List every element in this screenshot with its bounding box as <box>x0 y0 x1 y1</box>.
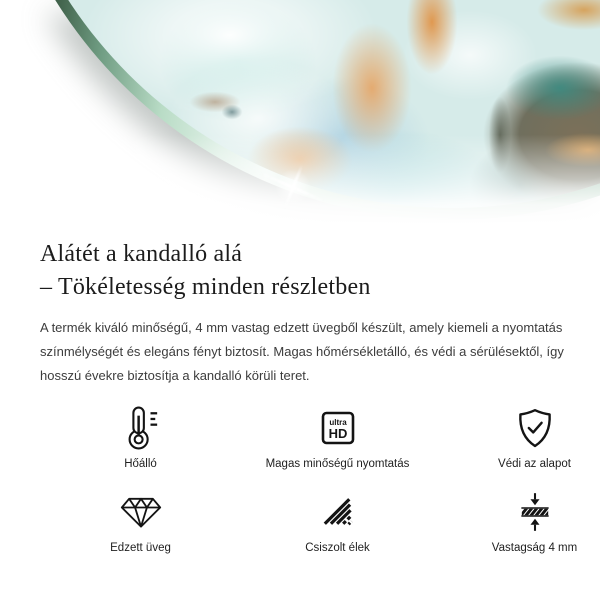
description-line: A termék kiváló minőségű, 4 mm vastag edzett üvegből készült, amely kiemeli a nyomtatás <box>40 320 563 335</box>
ultra-hd-badge-bottom: HD <box>328 426 347 441</box>
feature-label: Csiszolt élek <box>305 542 370 554</box>
feature-label: Magas minőségű nyomtatás <box>265 458 410 470</box>
feature-thickness <box>436 488 600 555</box>
ultra-hd-badge-top: ultra <box>328 417 347 427</box>
feature-label: Edzett üveg <box>110 542 171 554</box>
thermometer-icon <box>122 404 160 452</box>
feature-print-quality <box>239 404 436 471</box>
hero-product-image <box>0 0 600 232</box>
polished-edges-icon <box>322 488 354 536</box>
feature-label: Vastagság 4 mm <box>491 542 578 554</box>
description-line: hosszú évekre biztosítja a kandalló körüli teret. <box>40 368 310 383</box>
product-description-section <box>0 238 600 555</box>
feature-protects-base <box>436 404 600 471</box>
page-title-line1: Alátét a kandalló alá <box>40 241 243 267</box>
feature-tempered-glass <box>42 488 239 555</box>
feature-grid <box>42 404 578 555</box>
product-description <box>40 316 564 388</box>
thickness-icon <box>519 488 551 536</box>
description-line: színmélységét és elegáns fényt biztosít. Magas hőmérsékletálló, és védi a sérülésektől, így <box>40 344 564 359</box>
feature-heat-resistant <box>42 404 239 471</box>
diamond-icon <box>120 488 162 536</box>
shield-check-icon <box>516 404 554 452</box>
page-title-line2: – Tökéletesség minden részletben <box>40 274 371 300</box>
feature-label: Hőálló <box>124 458 157 470</box>
page-title <box>40 238 560 304</box>
feature-polished-edges <box>239 488 436 555</box>
ultra-hd-icon <box>321 404 355 452</box>
feature-label: Védi az alapot <box>498 458 571 470</box>
